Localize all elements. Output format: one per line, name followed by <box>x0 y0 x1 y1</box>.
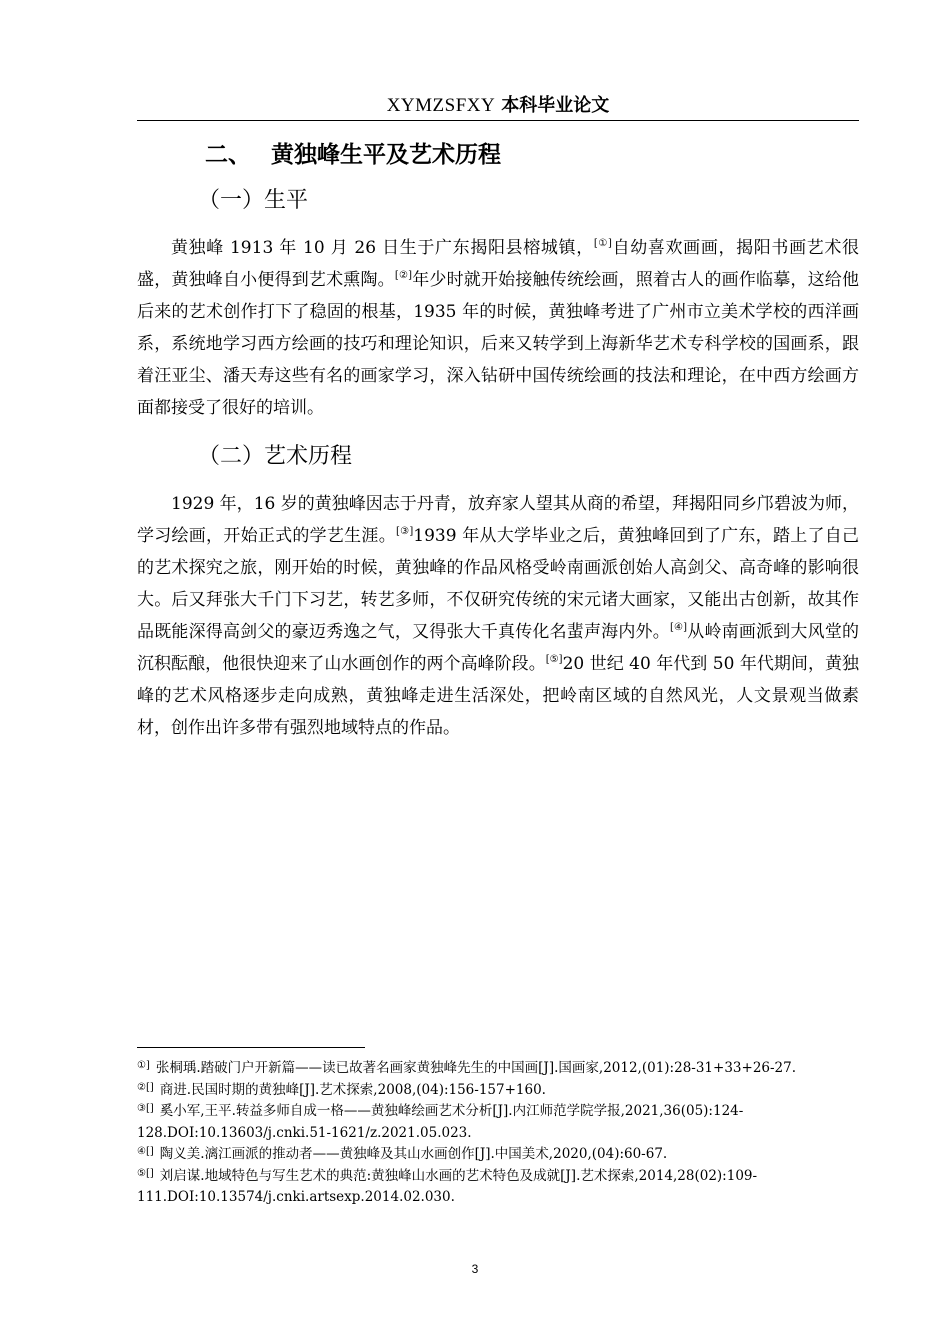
citation-ref[interactable]: [⑤] <box>545 654 563 665</box>
citation-ref[interactable]: [①] <box>593 238 612 249</box>
text-run: 黄独峰 1913 年 10 月 26 日生于广东揭阳县榕城镇， <box>171 238 594 258</box>
footnote-text: 商进.民国时期的黄独峰[J].艺术探索,2008,(04):156-157+160. <box>159 1081 546 1098</box>
footnotes <box>137 1058 859 1209</box>
subsection-heading-biography: （一）生平 <box>198 188 309 213</box>
footnote-mark: ③[] <box>137 1103 154 1114</box>
footnote <box>137 1101 859 1144</box>
text-run: 从岭南画派到大风堂的沉积酝酿，他很快迎来了山水画创作的两个高峰阶段。 <box>137 622 860 674</box>
footnote-mark: ①] <box>137 1060 150 1071</box>
footnote-text: 陶义美.漓江画派的推动者——黄独峰及其山水画创作[J].中国美术,2020,(04):60-67. <box>159 1146 668 1162</box>
footnote-mark: ④[] <box>137 1146 154 1157</box>
running-header <box>137 92 859 119</box>
footnote-mark: ⑤[] <box>137 1167 154 1179</box>
footnote-separator <box>137 1047 365 1048</box>
paragraph-art-career <box>137 488 859 744</box>
citation-ref[interactable]: [②] <box>394 270 413 281</box>
subsection-heading-art-career: （二）艺术历程 <box>198 444 353 469</box>
footnote-text: 奚小军,王平.转益多师自成一格——黄独峰绘画艺术分析[J].内江师范学院学报,2021,36(05):124-128.DOI:10.13603/j.cnki.51-1621/z.2021.05.023. <box>137 1103 744 1141</box>
paragraph-biography <box>137 232 859 424</box>
footnote-mark: ②[] <box>137 1081 154 1093</box>
footnote-text: 刘启谋.地域特色与写生艺术的典范:黄独峰山水画的艺术特色及成就[J].艺术探索,2014,28(02):109-111.DOI:10.13574/j.cnki.artsexp.2014.02.030. <box>137 1167 758 1205</box>
header-rule <box>137 120 859 121</box>
section-heading <box>205 140 501 170</box>
text-run: 1929 年，16 岁的黄独峰因志于丹青，放弃家人望其从商的希望，拜揭阳同乡邝碧波为师，学习绘画，开始正式的学艺生涯。 <box>137 494 859 546</box>
section-number: 二、 <box>205 142 251 168</box>
citation-ref[interactable]: [④] <box>669 622 688 633</box>
text-run: 1939 年从大学毕业之后，黄独峰回到了广东，踏上了自己的艺术探究之旅，刚开始的时候，黄独峰的作品风格受岭南画派创始人高剑父、高奇峰的影响很大。后又拜张大千门下习艺，转艺多师，不仅研究传统的宋元诸大画家，又能出古创新，故其作品既能深得高剑父的豪迈秀逸之气，又得张大千真传化名蜚声海内外。 <box>137 526 859 642</box>
text-run: 自幼喜欢画画，揭阳书画艺术很盛，黄独峰自小便得到艺术熏陶。 <box>137 238 860 290</box>
page-number: 3 <box>471 1262 479 1276</box>
footnote <box>137 1058 859 1080</box>
header-label: 本科毕业论文 <box>501 95 610 116</box>
footnote <box>137 1166 859 1209</box>
text-run: 20 世纪 40 年代到 50 年代期间，黄独峰的艺术风格逐步走向成熟，黄独峰走进生活深处，把岭南区域的自然风光，人文景观当做素材，创作出许多带有强烈地域特点的作品。 <box>137 654 860 738</box>
footnote <box>137 1080 859 1102</box>
section-title: 黄独峰生平及艺术历程 <box>271 142 501 168</box>
footnote <box>137 1144 859 1166</box>
text-run: 年少时就开始接触传统绘画，照着古人的画作临摹，这给他后来的艺术创作打下了稳固的根基，1935 年的时候，黄独峰考进了广州市立美术学校的西洋画系，系统地学习西方绘画的技巧和理论知识，后来又转学到上海新华艺术专科学校的国画系，跟着汪亚尘、潘天寿这些有名的画家学习，深入钻研中国传统绘画的技法和理论，在中西方绘画方面都接受了很好的培训。 <box>137 270 859 418</box>
citation-ref[interactable]: [③] <box>395 526 414 537</box>
footnote-text: 张桐瑀.踏破门户开新篇——读已故著名画家黄独峰先生的中国画[J].国画家,2012,(01):28-31+33+26-27. <box>155 1060 797 1076</box>
header-code: XYMZSFXY <box>386 95 496 116</box>
